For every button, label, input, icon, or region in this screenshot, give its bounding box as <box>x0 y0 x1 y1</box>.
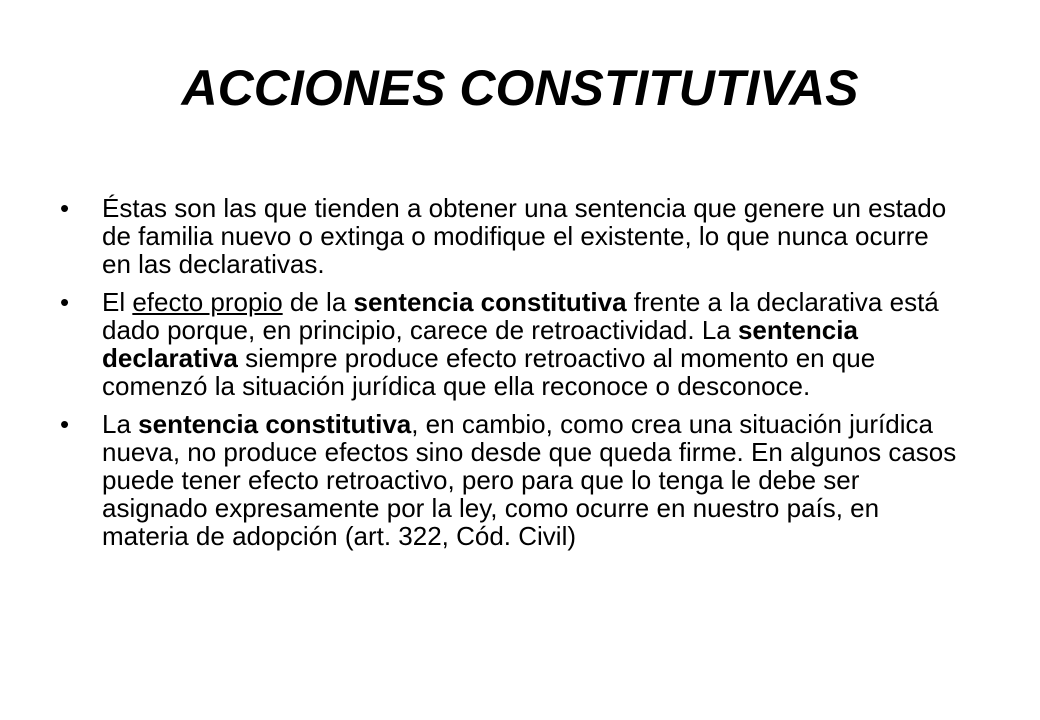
bold-term: sentencia declarativa <box>102 315 858 373</box>
bullet-text: Éstas son las que tienden a obtener una sentencia que genere un estado de familia nuevo o extinga o modifique el existente, lo que nunca ocurre en las declarativas. <box>102 193 947 279</box>
bullet-list <box>60 194 960 560</box>
bullet-item <box>60 410 960 550</box>
bullet-dot-icon: • <box>60 409 70 439</box>
bullet-dot-icon: • <box>60 193 70 223</box>
bullet-item <box>60 194 960 278</box>
bullet-text: El <box>102 287 133 317</box>
bullet-item <box>60 288 960 400</box>
bullet-text: , en cambio, como crea una situación jurídica nueva, no produce efectos sino desde que queda firme. En algunos casos puede tener efecto retroactivo, pero para que lo tenga le debe ser asignado expresamente por la ley, como ocurre en nuestro país, en materia de adopción (art. 322, Cód. Civil) <box>102 409 957 551</box>
bullet-text: siempre produce efecto retroactivo al momento en que comenzó la situación jurídica que ella reconoce o desconoce. <box>102 343 876 401</box>
bullet-dot-icon: • <box>60 287 70 317</box>
bullet-text: frente a la declarativa está dado porque, en principio, carece de retroactividad. La <box>102 287 939 345</box>
bullet-text: de la <box>282 287 354 317</box>
bold-term: sentencia constitutiva <box>353 287 627 317</box>
bullet-text: La <box>102 409 139 439</box>
underlined-term: efecto propio <box>132 287 283 317</box>
slide-title: ACCIONES CONSTITUTIVAS <box>181 60 859 116</box>
bold-term: sentencia constitutiva <box>138 409 412 439</box>
